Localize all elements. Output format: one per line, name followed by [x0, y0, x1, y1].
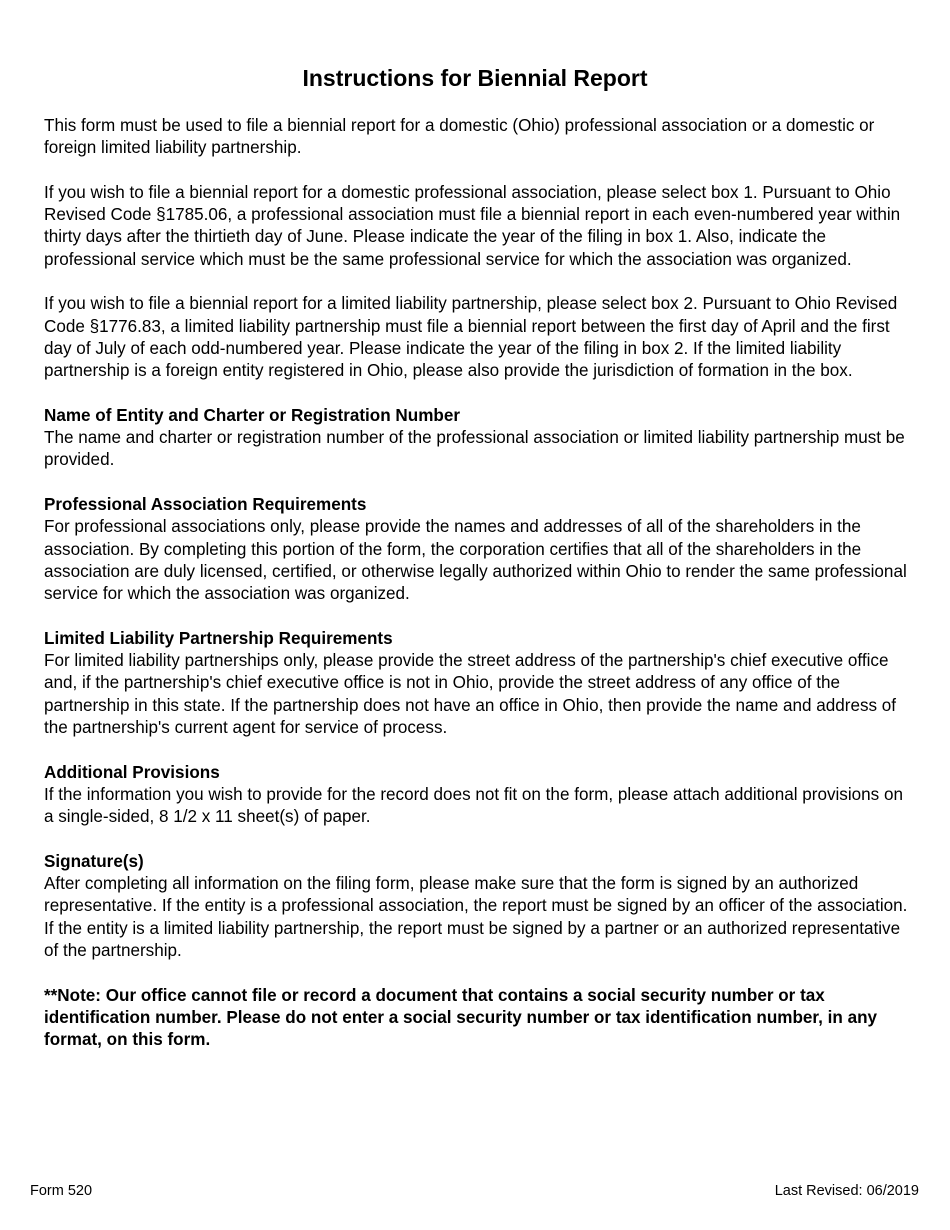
- section-body: For limited liability partnerships only, please provide the street address of the partnership's chief executive office and, if the partnership's chief executive office is not in Ohio, provide the street address of any office of the partnership in this state. If the partnership does not have an office in Ohio, then provide the name and address of the partnership's current agent for service of process.: [44, 651, 897, 738]
- section-llp-requirements: [44, 628, 914, 739]
- section-body: After completing all information on the filing form, please make sure that the form is signed by an authorized representative. If the entity is a professional association, the report must be signed by an officer of the association. If the entity is a limited liability partnership, the report must be signed by a partner or an authorized representative of the partnership.: [44, 874, 908, 960]
- section-body: If the information you wish to provide for the record does not fit on the form, please attach additional provisions on a single-sided, 8 1/2 x 11 sheet(s) of paper.: [44, 784, 903, 827]
- section-heading: Professional Association Requirements: [44, 495, 367, 515]
- section-heading: Limited Liability Partnership Requirements: [44, 628, 393, 648]
- section-signatures: [44, 851, 914, 962]
- instructions-body: [44, 115, 914, 1074]
- page-title: Instructions for Biennial Report: [302, 65, 648, 91]
- section-body: For professional associations only, please provide the names and addresses of all of the shareholders in the association. By completing this portion of the form, the corporation certifies that all of the shareholders in the association are duly licensed, certified, or otherwise legally authorized within Ohio to render the same professional service for which the association was organized.: [44, 517, 907, 604]
- box1-paragraph: If you wish to file a biennial report for a domestic professional association, please select box 1. Pursuant to Ohio Revised Code §1785.06, a professional association must file a biennial report in each even-numbered year within thirty days after the thirtieth day of June. Please indicate the year of the filing in box 1. Also, indicate the professional service which must be the same professional service for which the association was organized.: [44, 182, 901, 269]
- section-heading: Signature(s): [44, 851, 144, 871]
- section-heading: Name of Entity and Charter or Registration Number: [44, 405, 461, 425]
- last-revised: Last Revised: 06/2019: [774, 1183, 919, 1199]
- intro-paragraph: This form must be used to file a biennial report for a domestic (Ohio) professional association or a domestic or foreign limited liability partnership.: [44, 116, 875, 158]
- section-pa-requirements: [44, 494, 914, 605]
- section-heading: Additional Provisions: [44, 762, 220, 782]
- box2-paragraph: If you wish to file a biennial report for a limited liability partnership, please select box 2. Pursuant to Ohio Revised Code §1776.83, a limited liability partnership must file a biennial report between the first day of April and the first day of July of each odd-numbered year. Please indicate the year of the filing in box 2. If the limited liability partnership is a foreign entity registered in Ohio, please also provide the jurisdiction of formation in the box.: [44, 294, 898, 381]
- form-number: Form 520: [30, 1183, 93, 1199]
- section-name-entity: [44, 405, 914, 472]
- ssn-note: **Note: Our office cannot file or record a document that contains a social security number or tax identification number. Please do not enter a social security number or tax identification number, in any format, on this form.: [44, 985, 878, 1050]
- section-additional-provisions: [44, 762, 914, 829]
- section-body: The name and charter or registration number of the professional association or limited liability partnership must be provided.: [44, 428, 905, 470]
